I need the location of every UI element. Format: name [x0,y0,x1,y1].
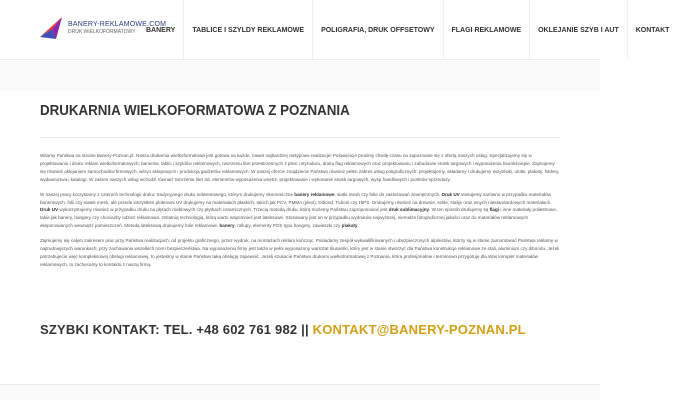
services-paragraph: Zajmujemy się całym zakresem prac przy Państwa realizacjach: od projektu graficznego, przez wydruk, na montażach reklam kończąc. Posiadamy zespół wykwalifikowanych i ubezpieczonych alpinistów, którzy są w stanie zamontować Państwa reklamę w najtrudniejszych warunkach, przy zachowaniu wszelkich norm bezpieczeństwa. Na wyposażeniu firmy jest także w pełni wyposażony warsztat ślusarski, który jest w stanie stworzyć dla Państwa konstrukcje reklamowe ze stali, aluminium czy dibondu. Jeżeli potrzebujecie więc kompleksowej obsługi reklamowej, to jesteśmy w stanie Państwu taką obsługę zapewnić. Jeżeli szukacie Państwo drukarni wielkoformatowej z Poznania, która profesjonalnie i terminowo przygotuje dla Was komplet materiałów reklamowych, to zachęcamy to kontaktu z naszą firmą. [40,238,560,267]
contact-label: SZYBKI KONTAKT: TEL. +48 602 761 982 || [40,322,313,337]
hero-band [0,61,600,91]
bold-banery-reklamowe: banery reklamowe [294,191,335,197]
intro-paragraph: Witamy Państwa na stronie Banery-Poznan.pl. Nasza drukarnia wielkoformatowa jest gotowa na każde, nawet najbardziej nietypowe realizacje! Poświęcicie prosimy chwilę czasu na zapoznanie się z ofertą naszych usług. Specjalizujemy się w projektowaniu i druku reklam wielkoformatowych: banerów, tablic i szyldów reklamowych, tworzeniu liter przestrzennych z plexi i styroduru, druku flag reklamowych oraz projektowaniu i zabudowie stoisk targowych i wyposażenia biurokściepie. Zajmujemy się również oklejaniem samochodów firmowych, witryn sklepowych i produkcją gadżetów reklamowych. W naszej ofercie znajdziecie Państwo również pełen zakres usług poligraficznych: projektujemy, składamy i drukujemy wizytówki, ulotki, plakaty, foldery, wydawnictwa i katalogi. W zakres naszych usług wchodzi również tworzenie liter 3d, elementów wyposażenia wnętrz, projektowanie i wykonanie stoisk targowych, wysp handlowych i punktów sprzedaży. [40,153,560,182]
site-logo[interactable] [38,10,167,46]
quick-contact [40,322,526,337]
nav-item-tablice[interactable]: TABLICE I SZYLDY REKLAMOWE [183,0,312,60]
bold-plakaty: plakaty [341,223,358,229]
bold-druk-uv-2: Druk UV [40,207,59,213]
nav-item-kontakt[interactable]: KONTAKT [627,0,677,60]
nav-item-oklejanie[interactable]: OKLEJANIE SZYB I AUT [529,0,627,60]
bold-banery: banery [219,223,235,229]
main-nav [138,0,677,60]
main-content [40,152,560,276]
bold-druk-uv: Druk UV [441,191,460,197]
footer-band [0,385,600,400]
nav-item-poligrafia[interactable]: POLIGRAFIA, DRUK OFFSETOWY [312,0,442,60]
bold-flagi: flagi [489,207,500,213]
logo-brand-text: BANERY-REKLAMOWE.COM [68,21,167,28]
nav-item-flagi[interactable]: FLAGI REKLAMOWE [443,0,530,60]
nav-item-banery[interactable]: BANERY [146,26,176,34]
logo-tagline: DRUK WIELKOFORMATOWY [68,29,136,35]
technology-paragraph: W naszej pracy korzystamy z czterech technologii druku: tradycyjnego druku solwentowego, którym drukujemy ekonomiczne banery reklamowe, siatki mesh czy folie do zastosowań zewnętrznych. Druk UV stosujemy zarówno w przypadku materiałów banerowych, folii czy siatek mesh, ale przede wszystkim ploterami UV drukujemy na materiałach płaskich, takich jak PCV, PMMA (plexi), Dibond, Tuboni czy HIPS. Drukujemy również na drewnie, szkle, stalije oraz innych niestandardowych materiałach. Druk UV wykorzystujemy również w przypadku druku na płytach meblowych czy płytkach ceramicznych. Trzecią metodą druku, którą możemy Państwu zaproponować jest druk sublimacyjny. W ten sposób drukujemy są flagi i inne materiały poliestrowe, takie jak banery, hangery czy chociażby odzież reklamowa. Ostatnią technologią, którą warto wspomnieć jest lateksowe. Stosowany jest on w przypadku wydruków najwyższej, niemalże fotograficznej jakości oraz do materiałów reklamowych eksponowanych wewnątrz pomieszczeń. Metodą lateksową drukujemy folie reklamowe, banery, rollupy, elementy POS typu hangery, zawieszki czy plakaty. [40,191,558,229]
contact-email-link[interactable]: KONTAKT@BANERY-POZNAN.PL [312,322,526,337]
bold-druk-sublimacyjny: druk sublimacyjny [388,207,430,213]
site-header [0,0,670,60]
title-divider [40,137,560,138]
logo-mark-icon [38,15,64,41]
page-title: DRUKARNIA WIELKOFORMATOWA Z POZNANIA [40,103,350,119]
